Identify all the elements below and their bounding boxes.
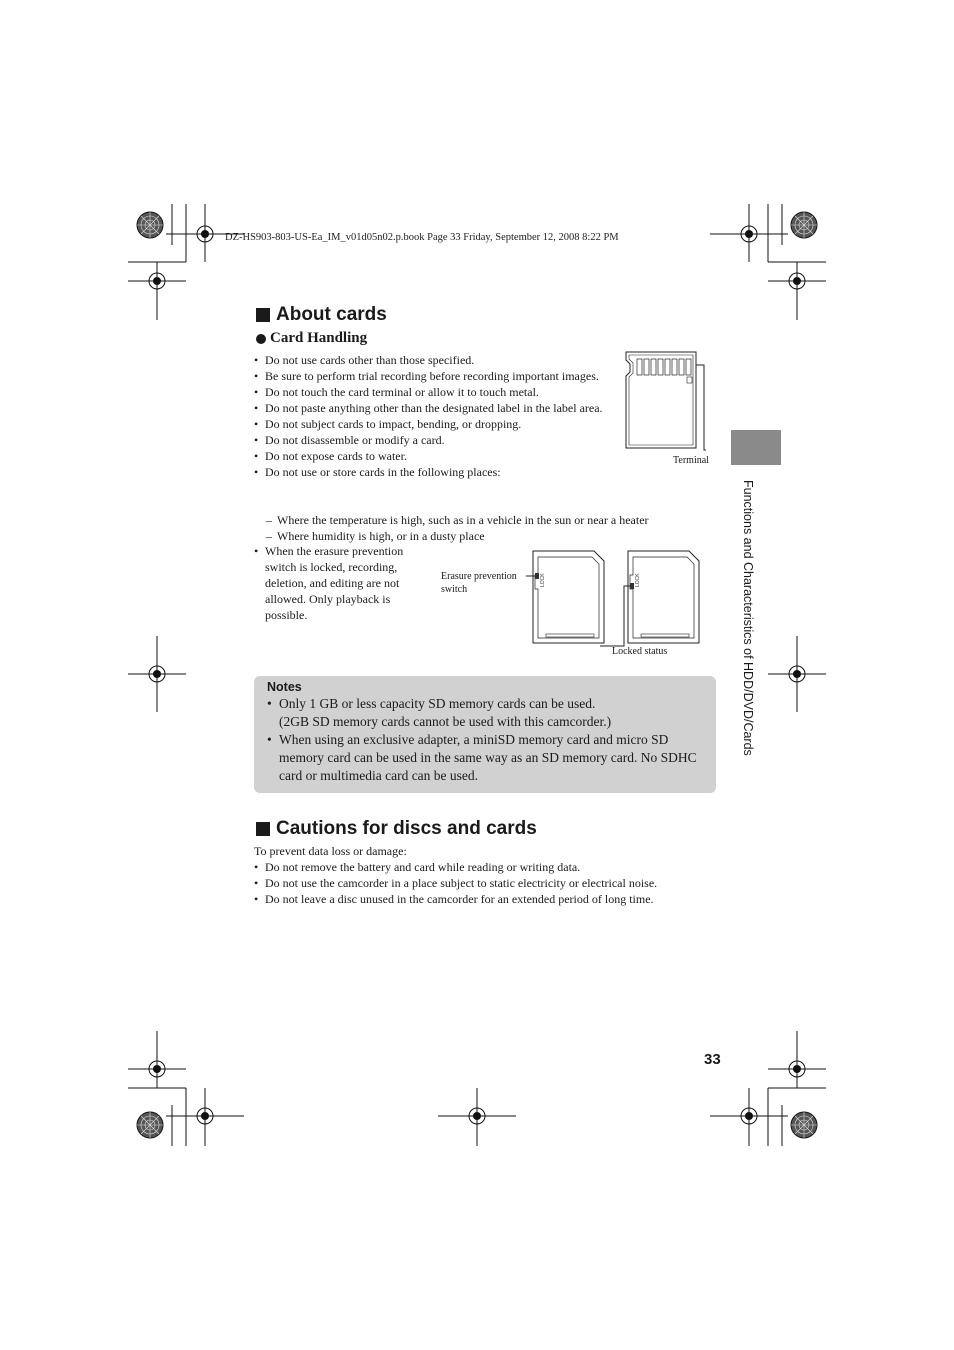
list-item: • Do not use or store cards in the following places: <box>254 464 606 480</box>
notes-box <box>254 676 716 793</box>
list-item: • Do not use cards other than those specified. <box>254 352 606 368</box>
card-handling-heading <box>256 330 367 347</box>
list-item: • When the erasure prevention switch is locked, recording, deletion, and editing are not allowed. Only playback is possible. <box>254 543 414 623</box>
sd-card-terminal-figure <box>620 350 720 455</box>
list-item: • Do not touch the card terminal or allow it to touch metal. <box>254 384 606 400</box>
cautions-list <box>254 859 714 907</box>
svg-text:LOCK: LOCK <box>540 573 546 587</box>
list-item: • Do not disassemble or modify a card. <box>254 432 606 448</box>
card-handling-list <box>254 352 606 480</box>
locked-status-label: Locked status <box>612 646 668 657</box>
list-item: • Do not remove the battery and card while reading or writing data. <box>254 859 714 875</box>
cautions-intro: To prevent data loss or damage: <box>254 844 407 858</box>
round-bullet-icon <box>256 334 266 344</box>
sub-list-item: – Where humidity is high, or in a dusty place <box>266 528 706 544</box>
list-item: • Do not expose cards to water. <box>254 448 606 464</box>
list-item: • Do not paste anything other than the designated label in the label area. <box>254 400 606 416</box>
page-number: 33 <box>704 1051 721 1068</box>
erasure-switch-label: Erasure prevention switch <box>441 571 517 595</box>
terminal-label: Terminal <box>673 455 709 466</box>
notes-list <box>267 695 707 785</box>
erasure-item-list <box>254 543 414 623</box>
list-item: • Do not use the camcorder in a place subject to static electricity or electrical noise. <box>254 875 714 891</box>
about-cards-title: About cards <box>276 304 387 325</box>
cautions-title: Cautions for discs and cards <box>276 818 537 839</box>
places-sublist <box>266 512 706 544</box>
note-item: • When using an exclusive adapter, a miniSD memory card and micro SD memory card can be used in the same way as an SD memory card. No SDHC card or multimedia card can be used. <box>267 731 707 785</box>
card-handling-title: Card Handling <box>270 330 368 346</box>
file-info-header: DZ-HS903-803-US-Ea_IM_v01d05n02.p.book Page 33 Friday, September 12, 2008 8:22 PM <box>225 232 619 243</box>
section-tab <box>731 430 781 465</box>
square-bullet-icon <box>256 308 270 322</box>
sub-list-item: – Where the temperature is high, such as in a vehicle in the sun or near a heater <box>266 512 706 528</box>
section-side-text: Functions and Characteristics of HDD/DVD/Cards <box>741 480 755 756</box>
note-item: • Only 1 GB or less capacity SD memory cards can be used. (2GB SD memory cards cannot be used with this camcorder.) <box>267 695 707 731</box>
list-item: • Do not subject cards to impact, bending, or dropping. <box>254 416 606 432</box>
square-bullet-icon <box>256 822 270 836</box>
cautions-heading <box>256 818 537 840</box>
list-item: • Be sure to perform trial recording before recording important images. <box>254 368 606 384</box>
list-item: • Do not leave a disc unused in the camcorder for an extended period of long time. <box>254 891 714 907</box>
about-cards-heading <box>256 304 387 326</box>
callout-lines <box>520 570 640 650</box>
svg-text:LOCK: LOCK <box>635 573 641 587</box>
notes-title: Notes <box>267 680 302 694</box>
